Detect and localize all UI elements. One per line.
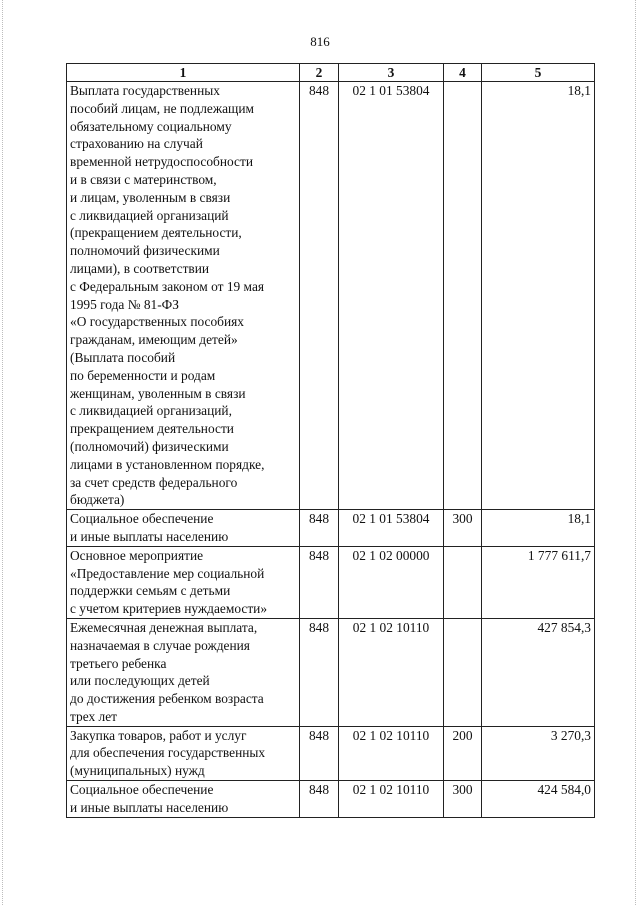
row-sum-cell: 427 854,3	[482, 618, 595, 726]
row-ved-cell: 848	[300, 726, 339, 780]
row-ved-cell: 848	[300, 510, 339, 547]
table-row	[67, 546, 595, 618]
row-ved-cell: 848	[300, 618, 339, 726]
column-header-5: 5	[482, 64, 595, 82]
scan-edge-left	[2, 0, 4, 905]
row-vr-cell: 200	[444, 726, 482, 780]
table-row	[67, 781, 595, 818]
row-name-cell: Основное мероприятие «Предоставление мер социальной поддержки семьям с детьми с учетом критериев нуждаемости»	[67, 546, 300, 618]
row-sum-cell: 18,1	[482, 82, 595, 510]
budget-table	[66, 63, 595, 818]
column-header-3: 3	[339, 64, 444, 82]
row-vr-cell: 300	[444, 510, 482, 547]
row-csr-cell: 02 1 02 10110	[339, 618, 444, 726]
row-vr-cell	[444, 82, 482, 510]
row-ved-cell: 848	[300, 781, 339, 818]
row-ved-cell: 848	[300, 82, 339, 510]
table-row	[67, 82, 595, 510]
row-sum-cell: 424 584,0	[482, 781, 595, 818]
row-name-cell: Ежемесячная денежная выплата, назначаемая в случае рождения третьего ребенка или последующих детей до достижения ребенком возраста трех лет	[67, 618, 300, 726]
table-row	[67, 510, 595, 547]
row-name-cell: Социальное обеспечение и иные выплаты населению	[67, 510, 300, 547]
row-csr-cell: 02 1 02 10110	[339, 726, 444, 780]
row-vr-cell	[444, 618, 482, 726]
row-name-cell: Выплата государственных пособий лицам, не подлежащим обязательному социальному страхованию на случай временной нетрудоспособности и в связи с материнством, и лицам, уволенным в связи с ликвидацией организаций (прекращением деятельности, полномочий физическими лицами), в соответствии с Федеральным законом от 19 мая 1995 года № 81-ФЗ «О государственных пособиях гражданам, имеющим детей» (Выплата пособий по беременности и родам женщинам, уволенным в связи с ликвидацией организаций, прекращением деятельности (полномочий) физическими лицами в установленном порядке, за счет средств федерального бюджета)	[67, 82, 300, 510]
row-vr-cell: 300	[444, 781, 482, 818]
row-sum-cell: 1 777 611,7	[482, 546, 595, 618]
row-sum-cell: 3 270,3	[482, 726, 595, 780]
table-row	[67, 618, 595, 726]
column-header-4: 4	[444, 64, 482, 82]
row-csr-cell: 02 1 02 10110	[339, 781, 444, 818]
page-number: 816	[310, 34, 330, 49]
scan-edge-right	[635, 0, 637, 905]
row-sum-cell: 18,1	[482, 510, 595, 547]
column-header-1: 1	[67, 64, 300, 82]
row-vr-cell	[444, 546, 482, 618]
row-csr-cell: 02 1 02 00000	[339, 546, 444, 618]
row-ved-cell: 848	[300, 546, 339, 618]
row-name-cell: Социальное обеспечение и иные выплаты населению	[67, 781, 300, 818]
row-csr-cell: 02 1 01 53804	[339, 82, 444, 510]
column-header-2: 2	[300, 64, 339, 82]
table-header-row	[67, 64, 595, 82]
row-name-cell: Закупка товаров, работ и услуг для обеспечения государственных (муниципальных) нужд	[67, 726, 300, 780]
table-row	[67, 726, 595, 780]
row-csr-cell: 02 1 01 53804	[339, 510, 444, 547]
